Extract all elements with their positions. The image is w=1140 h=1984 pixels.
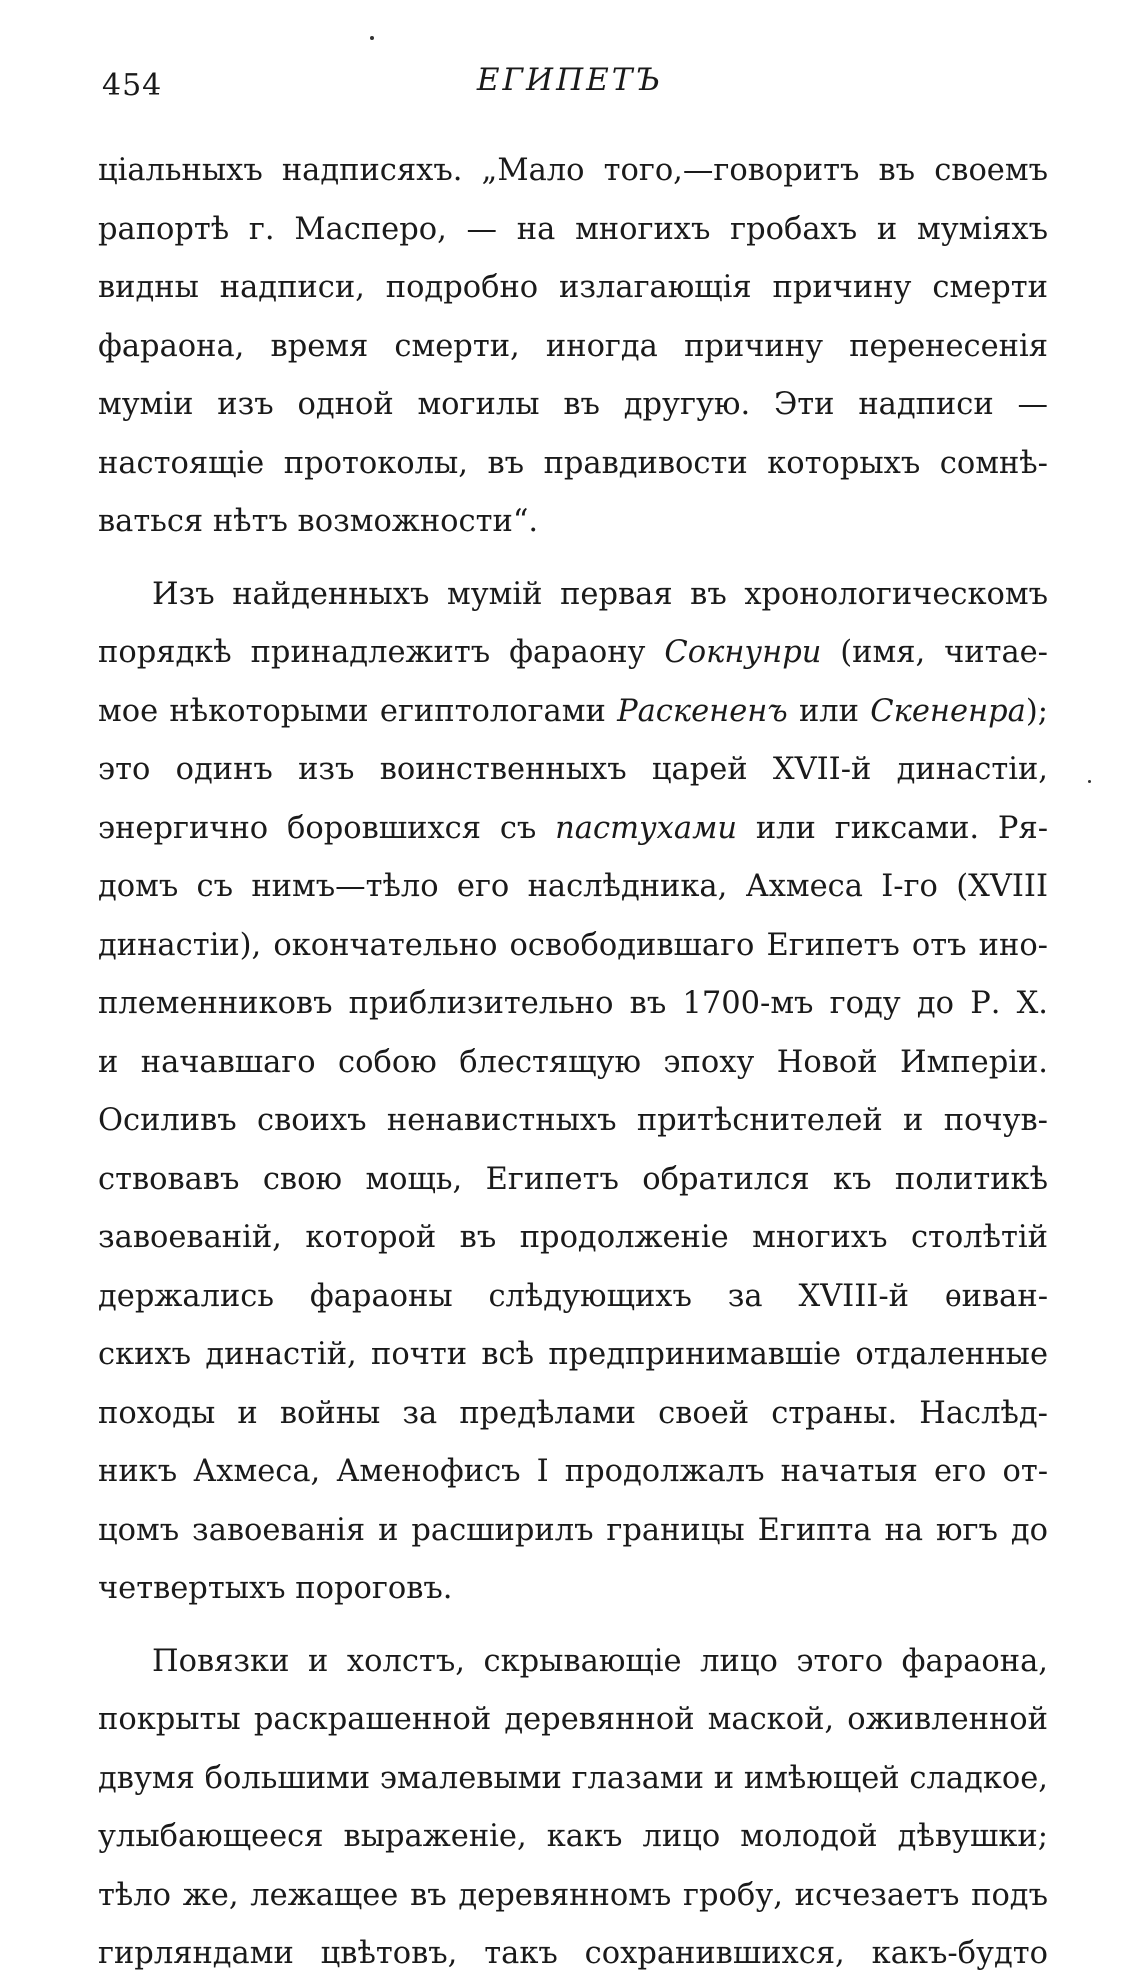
text-line: тѣло же, лежащее въ деревянномъ гробу, исчезаетъ подъ [98,1877,1048,1913]
text-line: видны надписи, подробно излагающія причину смерти [98,270,1048,305]
page-body [98,142,1048,1984]
text-line: скихъ династій, почти всѣ предпринимавшіе отдаленные [98,1337,1048,1372]
paragraph [98,142,1048,552]
pharaoh-name: Раскененъ [617,693,788,729]
text-line [98,800,1048,859]
text-line: домъ съ нимъ—тѣло его наслѣдника, Ахмеса I-го (XVIII [98,869,1048,904]
text-line: ціальныхъ надписяхъ. „Мало того,—говоритъ въ своемъ [98,153,1048,188]
pharaoh-name: Скененра [870,693,1026,729]
text-line: двумя большими эмалевыми глазами и имѣющей сладкое, [98,1760,1048,1796]
text-line: походы и войны за предѣлами своей страны. Наслѣд- [98,1395,1048,1431]
text-run: или [798,693,859,729]
text-line: улыбающееся выраженіе, какъ лицо молодой дѣвушки; [98,1819,1048,1854]
text-line: муміи изъ одной могилы въ другую. Эти надписи — [98,387,1048,422]
text-line: гирляндами цвѣтовъ, такъ сохранившихся, какъ-будто [98,1936,1048,1971]
emphasis-text: пастухами [555,810,737,846]
scan-speck [1088,780,1091,783]
running-title: ЕГИПЕТЪ [476,62,664,98]
text-line: это одинъ изъ воинственныхъ царей XVII-й династіи, [98,752,1048,787]
text-line: и начавшаго собою блестящую эпоху Новой Имперіи. [98,1044,1048,1080]
text-run: или гиксами. Ря- [755,810,1049,846]
text-run: (имя, читае- [840,635,1048,670]
scan-speck [370,36,374,40]
text-line: четвертыхъ пороговъ. [98,1571,453,1606]
text-line [98,683,1048,742]
text-run: ); [1025,693,1049,729]
text-line: завоеваній, которой въ продолженіе многихъ столѣтій [98,1220,1048,1255]
page-number: 454 [102,68,163,103]
paragraph [98,1633,1048,1984]
text-line: Повязки и холстъ, скрывающіе лицо этого фараона, [152,1643,1048,1679]
text-run: энергично боровшихся съ [98,810,537,846]
text-line: рапортѣ г. Масперо, — на многихъ гробахъ и муміяхъ [98,211,1048,247]
paragraph [98,566,1048,1619]
text-line: цомъ завоеванія и расширилъ границы Египта на югъ до [98,1512,1048,1548]
text-line: держались фараоны слѣдующихъ за XVIII-й ѳиван- [98,1278,1048,1314]
text-line: Изъ найденныхъ мумій первая въ хронологическомъ [152,576,1048,612]
text-run: мое нѣкоторыми египтологами [98,693,606,729]
text-line: никъ Ахмеса, Аменофисъ I продолжалъ начатыя его от- [98,1454,1048,1489]
text-run: порядкѣ принадлежитъ фараону [98,635,646,670]
text-line [98,624,1048,683]
page-header [0,60,1140,110]
pharaoh-name: Сокнунри [664,635,822,670]
text-line: настоящіе протоколы, въ правдивости которыхъ сомнѣ- [98,445,1048,481]
text-line: ствовавъ свою мощь, Египетъ обратился къ политикѣ [98,1161,1048,1197]
text-line: фараона, время смерти, иногда причину перенесенія [98,328,1048,364]
text-line: покрыты раскрашенной деревянной маской, оживленной [98,1702,1048,1737]
text-line: племенниковъ приблизительно въ 1700-мъ году до Р. Х. [98,986,1048,1021]
text-line: Осиливъ своихъ ненавистныхъ притѣснителей и почув- [98,1103,1048,1138]
text-line: династіи), окончательно освободившаго Египетъ отъ ино- [98,927,1048,963]
text-line: ваться нѣтъ возможности“. [98,504,539,539]
